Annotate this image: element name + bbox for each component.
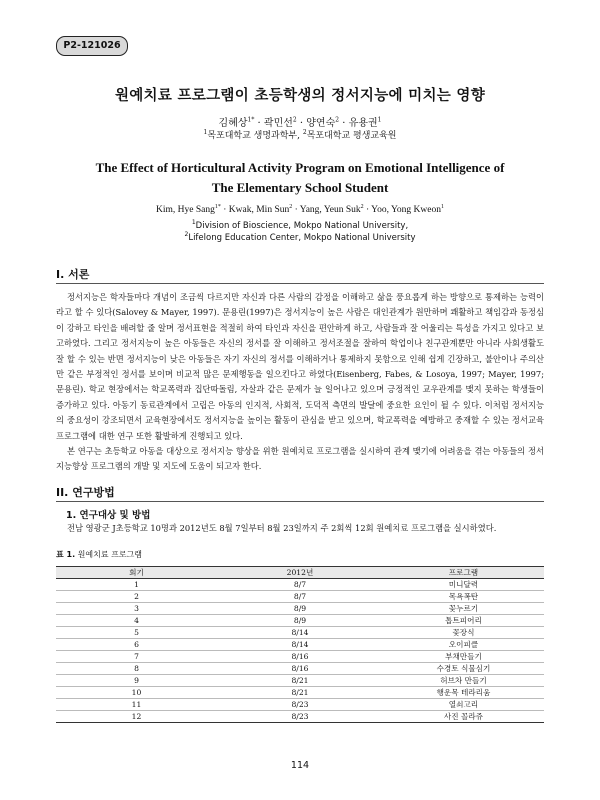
table-header-session: 회기 [56,567,217,579]
section-divider [56,501,544,502]
table-row [56,639,544,651]
table-cell-program: 부채만들기 [383,651,544,663]
affil-1: 목포대학교 생명과학부, [207,131,300,141]
author-1-en-sup: 1* [214,204,221,210]
affil-en-1-sup: 1 [191,219,196,226]
table-cell-session: 6 [56,639,217,651]
table-cell-session: 11 [56,699,217,711]
table-row [56,615,544,627]
table-row [56,579,544,591]
author-1-en: Kim, Hye Sang [156,205,215,216]
title-english-line-1: The Effect of Horticultural Activity Program on Emotional Intelligence of [95,160,505,175]
table-cell-date: 8/14 [217,627,383,639]
section-heading-methods: II. 연구방법 [56,486,115,499]
table-cell-program: 미니달력 [383,579,544,591]
author-sep: · [296,118,307,129]
title-english-line-2: The Elementary School Student [211,180,389,195]
program-table [56,566,544,723]
table-cell-session: 9 [56,675,217,687]
table-cell-date: 8/9 [217,603,383,615]
methods-body [56,521,544,536]
affil-en-2-sup: 2 [184,231,189,238]
table-cell-session: 8 [56,663,217,675]
author-sep: · [220,205,229,216]
table-cell-program: 열쇠고리 [383,699,544,711]
subsection-heading: 1. 연구대상 및 방법 [66,510,151,521]
table-cell-date: 8/7 [217,579,383,591]
table-cell-session: 4 [56,615,217,627]
authors-english [0,204,600,215]
table-row [56,687,544,699]
table-cell-session: 5 [56,627,217,639]
table-cell-date: 8/23 [217,699,383,711]
table-row [56,675,544,687]
affiliation-english-2 [0,231,600,243]
intro-paragraph-2: 본 연구는 초등학교 아동을 대상으로 정서지능 향상을 위한 원예치료 프로그램을 실시하여 관계 맺기에 어려움을 겪는 아동들의 정서지능향상 프로그램의 개발 및 지도에 도움이 되고자 한다. [56,446,544,472]
table-header-program: 프로그램 [383,567,544,579]
table-cell-date: 8/23 [217,711,383,723]
table-row [56,627,544,639]
author-4-sup: 1 [377,116,382,124]
affil-en-1: Division of Bioscience, Mokpo National University, [195,220,409,231]
table-caption-text: 원예치료 프로그램 [77,550,143,559]
table-cell-program: 허브차 만들기 [383,675,544,687]
table-header-date: 2012년 [217,567,383,579]
author-sep: · [339,118,349,129]
affil-en-2: Lifelong Education Center, Mokpo National University [188,232,416,243]
author-2-en: Kwak, Min Sun [228,205,290,216]
authors-korean [0,114,600,129]
author-2-en-sup: 2 [289,204,293,210]
table-row [56,711,544,723]
table-cell-date: 8/21 [217,687,383,699]
table-row [56,699,544,711]
methods-paragraph: 전남 영광군 J초등학교 10명과 2012년도 8월 7일부터 8월 23일까지 주 2회씩 12회 원예치료 프로그램을 실시하였다. [67,523,497,533]
table-cell-date: 8/9 [217,615,383,627]
affil-2-sup: 2 [302,129,307,136]
author-sep: · [363,205,372,216]
intro-paragraph-1: 정서지능은 학자들마다 개념이 조금씩 다르지만 자신과 다른 사람의 감정을 이해하고 삶을 풍요롭게 하는 방향으로 통제하는 능력이라고 할 수 있다(Salovey & Mayer, 1997). 문용린(1997)은 정서지능이 높은 사람은 대인관계가 원만하며 쾌활하고 책임감과 동정심이 강하고 타인을 배려할 줄 알며 정서표현을 적절히 하여 타인과 자신을 편안하게 하고, 사람들과 잘 어울리는 특성을 가지고 있다고 보고하였다. 그리고 정서지능이 높은 아동들은 자신의 정서를 잘 이해하고 정서조절을 잘하여 학업이나 친구관계뿐만 아니라 사회생활도 잘 할 수 있는 반면 정서지능이 낮은 아동들은 자기 자신의 정서를 이해하거나 통제하지 못함으로 인해 쉽게 긴장하고, 불안이나 주의산만 같은 부정적인 정서를 보이며 비교적 많은 문제행동을 일으킨다고 하였다(Eisenberg, Fabes, & Losoya, 1997; Mayer, 1997; 문용린). 학교 현장에서는 학교폭력과 집단따돌림, 자살과 같은 문제가 늘 일어나고 있으며 긍정적인 교우관계를 맺지 못하는 학생들이증가하고 있다. 아동기 동료관계에서 고립은 아동의 인지적, 사회적, 도덕적 측면의 발달에 중요한 요인이 될 수 있다. 이처럼 정서지능의 중요성이 강조되면서 교육현장에서도 정서지능을 높이는 활동이 관심을 받고 있으며, 학교폭력을 예방하고 중재할 수 있는 정서교육프로그램에 대한 연구 또한 활발하게 진행되고 있다. [56,292,544,441]
introduction-body [56,290,544,475]
table-cell-date: 8/7 [217,591,383,603]
section-divider [56,283,544,284]
table-cell-date: 8/21 [217,675,383,687]
author-4: 유용권 [348,118,378,129]
table-cell-session: 10 [56,687,217,699]
author-1: 김혜상 [218,118,248,129]
table-cell-session: 12 [56,711,217,723]
table-cell-session: 2 [56,591,217,603]
author-3: 양연숙 [306,118,336,129]
author-sep: · [292,205,300,216]
affil-1-sup: 1 [203,129,208,136]
author-2: 곽민선 [263,118,293,129]
table-cell-date: 8/16 [217,663,383,675]
table-cell-session: 1 [56,579,217,591]
table-caption-label: 표 1. [56,550,76,559]
author-sep: · [254,118,264,129]
author-3-en-sup: 2 [360,204,364,210]
table-cell-program: 수경토 식물심기 [383,663,544,675]
table-cell-program: 행운목 테라리움 [383,687,544,699]
table-caption [56,549,142,560]
table-cell-session: 7 [56,651,217,663]
page-number: 114 [290,760,310,771]
author-3-en: Yang, Yeun Suk [299,205,361,216]
section-heading-introduction: I. 서론 [56,268,90,281]
table-row [56,651,544,663]
author-1-sup: 1* [247,116,255,124]
affiliation-english-1 [0,219,600,231]
table-cell-program: 꽃장식 [383,627,544,639]
table-row [56,603,544,615]
table-cell-date: 8/16 [217,651,383,663]
table-cell-session: 3 [56,603,217,615]
affil-2: 목포대학교 평생교육원 [306,131,397,141]
author-4-en: Yoo, Yong Kweon [371,205,441,216]
title-korean: 원예치료 프로그램이 초등학생의 정서지능에 미치는 영향 [114,87,486,104]
table-cell-date: 8/14 [217,639,383,651]
author-2-sup: 2 [292,116,297,124]
table-row [56,663,544,675]
table-cell-program: 톱트피어리 [383,615,544,627]
table-cell-program: 오이피클 [383,639,544,651]
table-cell-program: 꽃누르기 [383,603,544,615]
poster-id-badge: P2-121026 [56,36,128,56]
affiliations-korean [0,128,600,141]
table-cell-program: 목욕폭탄 [383,591,544,603]
table-row [56,591,544,603]
table-header-row [56,567,544,579]
author-3-sup: 2 [335,116,340,124]
author-4-en-sup: 1 [440,204,444,210]
table-cell-program: 사진 꼴라쥬 [383,711,544,723]
